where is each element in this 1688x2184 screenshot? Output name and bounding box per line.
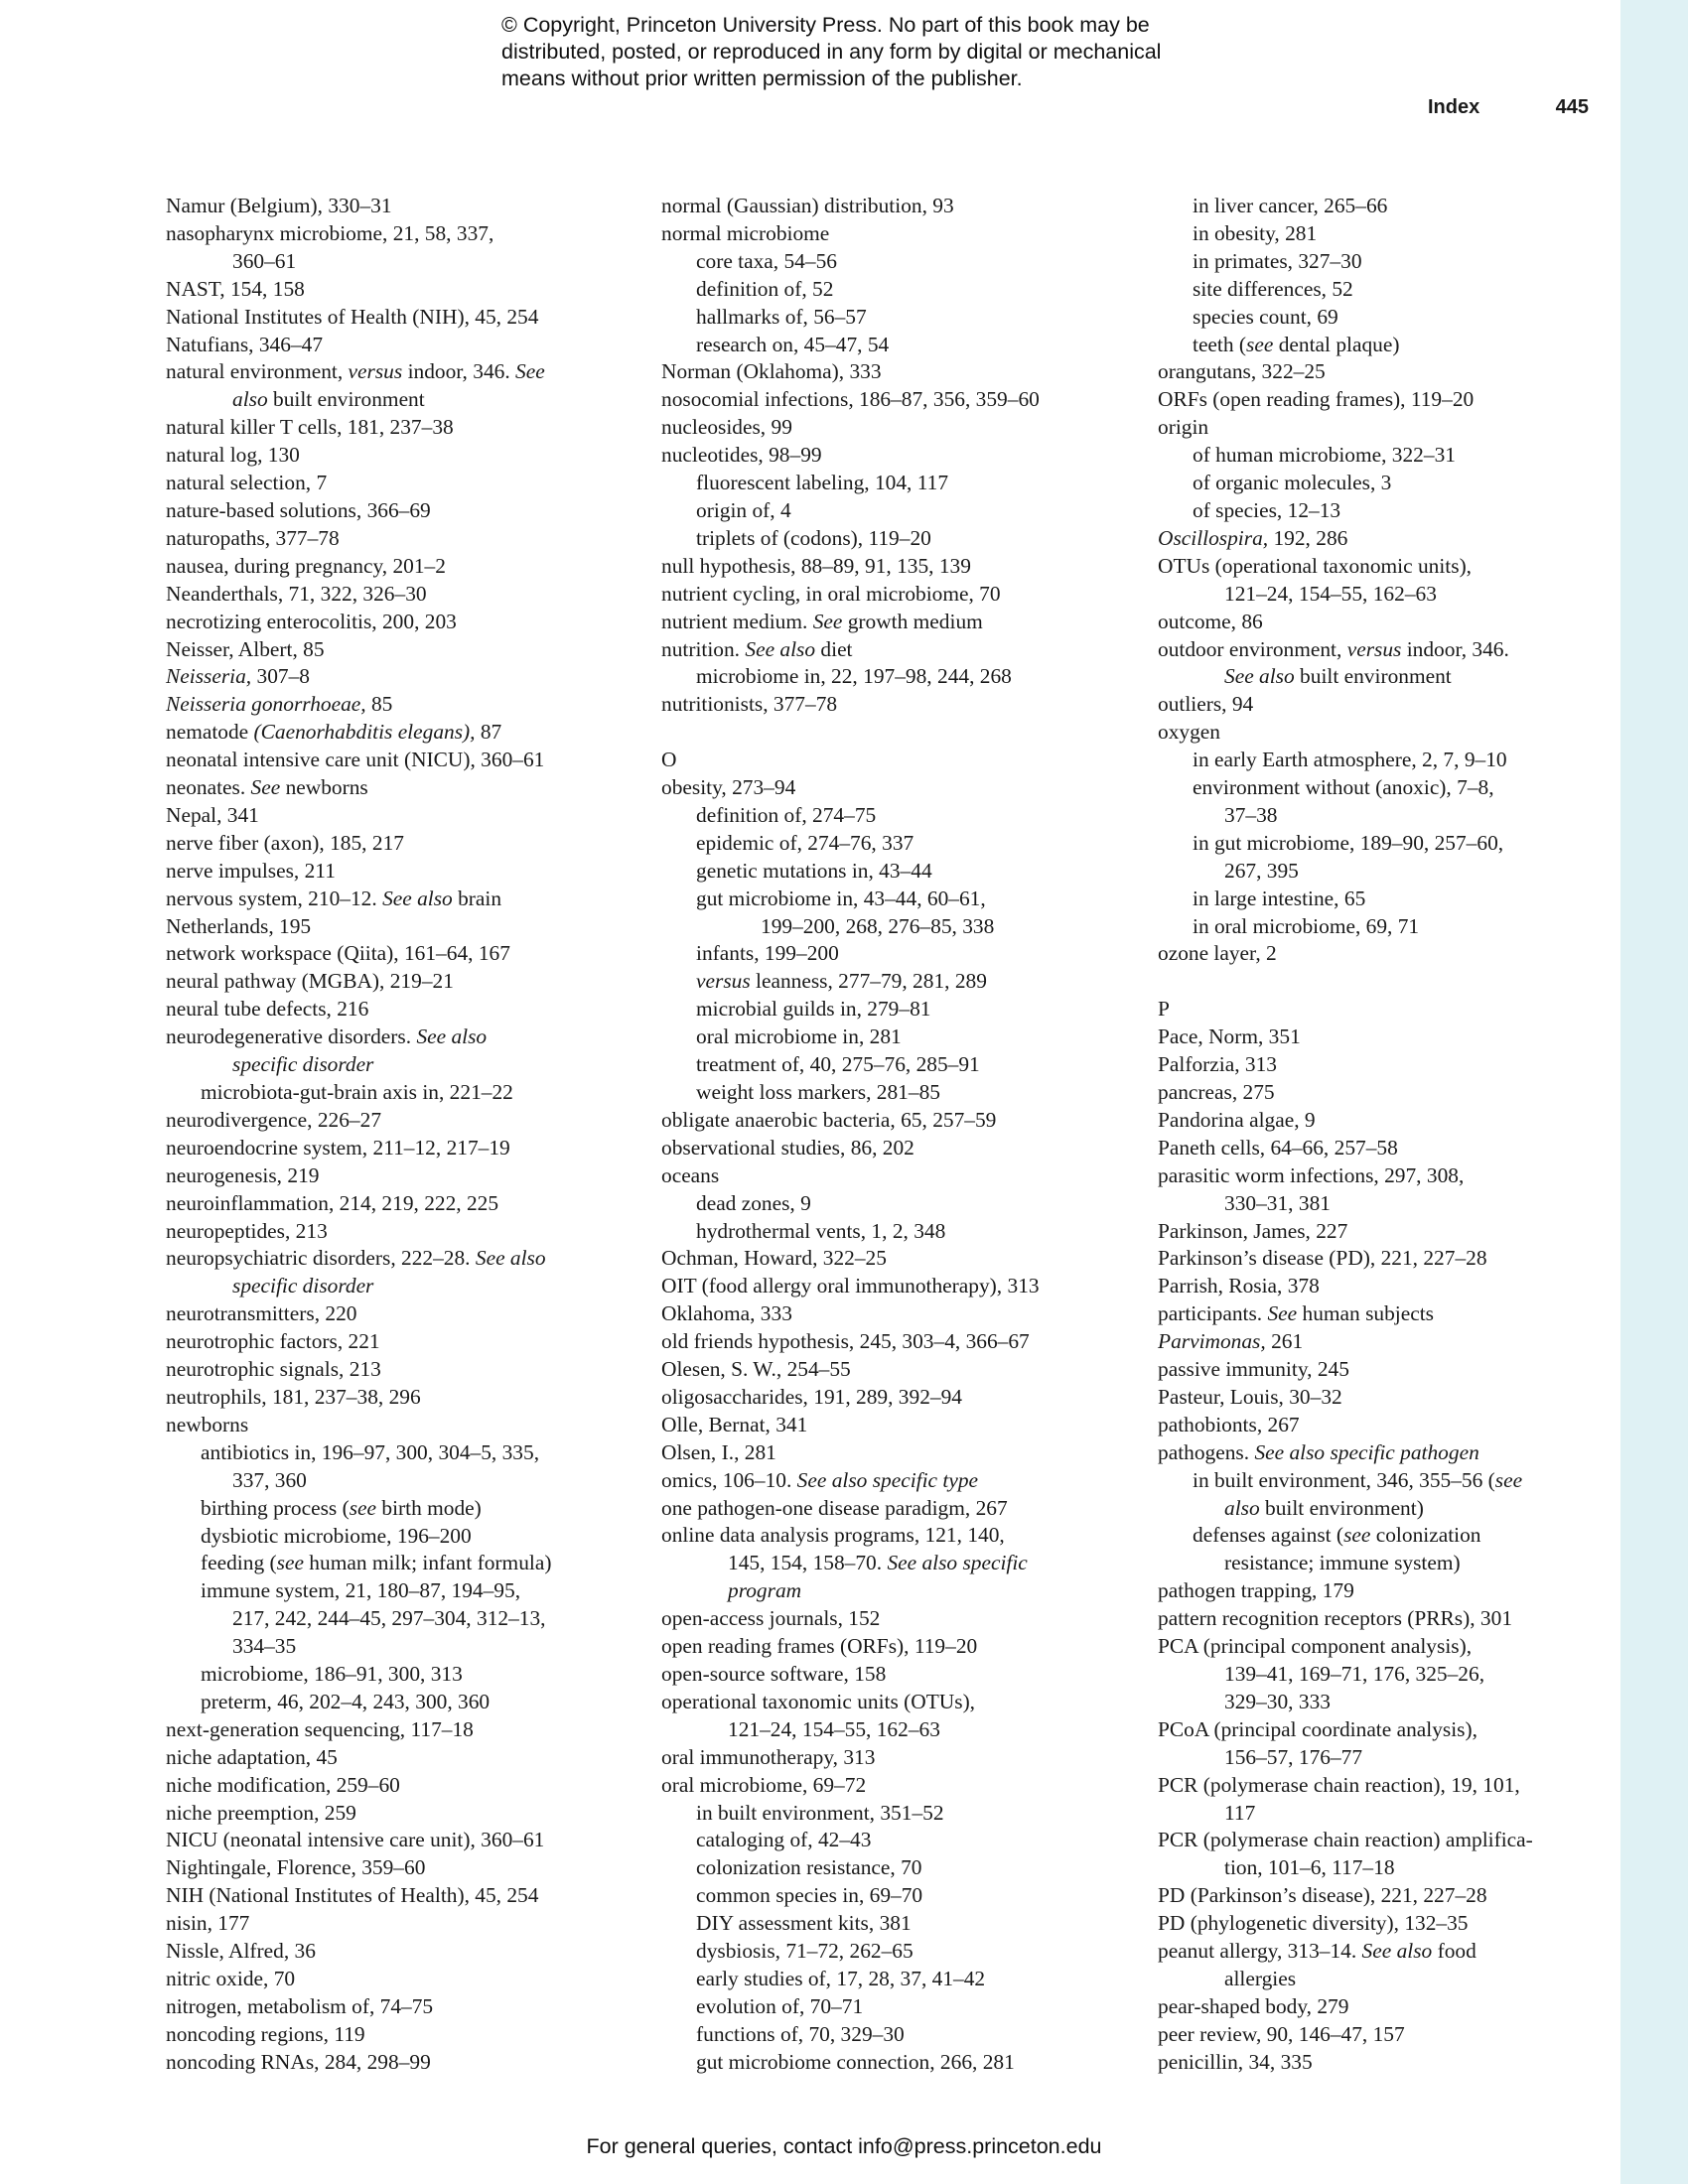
index-subentry: in large intestine, 65 xyxy=(1193,886,1366,910)
index-entry: P xyxy=(1158,997,1170,1022)
index-entry: PD (Parkinson’s disease), 221, 227–28 xyxy=(1158,1883,1487,1908)
index-entry: Parkinson’s disease (PD), 221, 227–28 xyxy=(1158,1246,1487,1271)
index-subentry: environment without (anoxic), 7–8, xyxy=(1193,775,1494,800)
index-entry: omics, 106–10. See also specific type xyxy=(661,1467,979,1492)
index-entry: oral microbiome, 69–72 xyxy=(661,1772,867,1797)
index-entry: neonatal intensive care unit (NICU), 360–61 xyxy=(166,748,545,772)
index-spacer xyxy=(661,719,1158,747)
index-subentry: in early Earth atmosphere, 2, 7, 9–10 xyxy=(1193,748,1507,772)
index-entry: ORFs (open reading frames), 119–20 xyxy=(1158,387,1475,412)
index-entry: Olesen, S. W., 254–55 xyxy=(661,1357,851,1382)
index-entry: pathobionts, 267 xyxy=(1158,1412,1300,1436)
index-entry: observational studies, 86, 202 xyxy=(661,1135,914,1160)
index-entry: Netherlands, 195 xyxy=(166,913,312,938)
copyright-notice xyxy=(501,12,1256,92)
index-subentry: 267, 395 xyxy=(1224,858,1299,883)
index-entry: National Institutes of Health (NIH), 45, 254 xyxy=(166,304,539,329)
index-entry: necrotizing enterocolitis, 200, 203 xyxy=(166,609,457,633)
index-subentry: in oral microbiome, 69, 71 xyxy=(1193,913,1420,938)
index-entry: Pasteur, Louis, 30–32 xyxy=(1158,1384,1342,1409)
index-entry: participants. See human subjects xyxy=(1158,1301,1434,1326)
index-subentry: gut microbiome in, 43–44, 60–61, xyxy=(696,886,986,910)
index-subentry: 37–38 xyxy=(1224,802,1278,827)
index-entry: nosocomial infections, 186–87, 356, 359–60 xyxy=(661,387,1040,412)
index-subentry: in obesity, 281 xyxy=(1193,220,1318,245)
index-entry: PCR (polymerase chain reaction), 19, 101, xyxy=(1158,1772,1520,1797)
index-entry: nucleotides, 98–99 xyxy=(661,443,822,468)
index-entry: Nepal, 341 xyxy=(166,802,259,827)
index-entry: PCR (polymerase chain reaction) amplifica- xyxy=(1158,1828,1533,1852)
index-entry: open reading frames (ORFs), 119–20 xyxy=(661,1634,978,1659)
index-entry: neuropeptides, 213 xyxy=(166,1218,328,1243)
index-entry: nucleosides, 99 xyxy=(661,415,792,440)
index-entry: NIH (National Institutes of Health), 45, 254 xyxy=(166,1883,539,1908)
index-entry: nerve fiber (axon), 185, 217 xyxy=(166,830,404,855)
index-entry: neurotrophic factors, 221 xyxy=(166,1329,380,1354)
index-subentry: 121–24, 154–55, 162–63 xyxy=(728,1716,940,1741)
index-entry: Ochman, Howard, 322–25 xyxy=(661,1246,887,1271)
index-entry: penicillin, 34, 335 xyxy=(1158,2049,1313,2074)
index-subentry: epidemic of, 274–76, 337 xyxy=(696,830,914,855)
index-column-3 xyxy=(1158,193,1634,2077)
index-entry: Oklahoma, 333 xyxy=(661,1301,792,1326)
index-subentry: of species, 12–13 xyxy=(1193,497,1341,522)
index-subentry: cataloging of, 42–43 xyxy=(696,1828,872,1852)
index-entry: PCoA (principal coordinate analysis), xyxy=(1158,1716,1477,1741)
index-subentry: also built environment xyxy=(232,387,425,412)
index-subentry: birthing process (see birth mode) xyxy=(201,1495,482,1520)
index-entry: noncoding regions, 119 xyxy=(166,2021,365,2046)
index-entry: OTUs (operational taxonomic units), xyxy=(1158,553,1473,578)
index-column-1 xyxy=(166,193,623,2077)
index-entry: nature-based solutions, 366–69 xyxy=(166,497,431,522)
index-entry: one pathogen-one disease paradigm, 267 xyxy=(661,1495,1008,1520)
index-subentry: in built environment, 351–52 xyxy=(696,1800,944,1825)
index-entry: pancreas, 275 xyxy=(1158,1079,1275,1104)
index-entry: neuropsychiatric disorders, 222–28. See also xyxy=(166,1246,546,1271)
index-subentry: versus leanness, 277–79, 281, 289 xyxy=(696,969,987,994)
index-subentry: genetic mutations in, 43–44 xyxy=(696,858,932,883)
index-subentry: 337, 360 xyxy=(232,1467,307,1492)
index-entry: Nissle, Alfred, 36 xyxy=(166,1939,316,1964)
index-subentry: defenses against (see colonization xyxy=(1193,1523,1481,1548)
index-entry: oxygen xyxy=(1158,720,1220,745)
index-subentry: microbial guilds in, 279–81 xyxy=(696,997,931,1022)
index-entry: neurotrophic signals, 213 xyxy=(166,1357,381,1382)
copyright-line: distributed, posted, or reproduced in any form by digital or mechanical xyxy=(501,40,1162,64)
index-entry: niche adaptation, 45 xyxy=(166,1744,338,1769)
index-subentry: in built environment, 346, 355–56 (see xyxy=(1193,1467,1523,1492)
index-entry: normal microbiome xyxy=(661,220,830,245)
page-number: 445 xyxy=(1555,96,1589,118)
index-subentry: specific disorder xyxy=(232,1274,374,1298)
index-subentry: origin of, 4 xyxy=(696,497,791,522)
index-entry: NAST, 154, 158 xyxy=(166,276,305,301)
index-entry: peanut allergy, 313–14. See also food xyxy=(1158,1939,1477,1964)
index-entry: Olle, Bernat, 341 xyxy=(661,1412,808,1436)
index-entry: Olsen, I., 281 xyxy=(661,1439,776,1464)
index-subentry: dead zones, 9 xyxy=(696,1190,811,1215)
index-entry: nitrogen, metabolism of, 74–75 xyxy=(166,1993,434,2018)
index-entry: orangutans, 322–25 xyxy=(1158,359,1326,384)
index-subentry: in primates, 327–30 xyxy=(1193,248,1362,273)
index-entry: Namur (Belgium), 330–31 xyxy=(166,194,392,217)
index-subentry: resistance; immune system) xyxy=(1224,1551,1461,1575)
index-entry: obligate anaerobic bacteria, 65, 257–59 xyxy=(661,1107,997,1132)
index-entry: nutritionists, 377–78 xyxy=(661,692,838,717)
index-entry: null hypothesis, 88–89, 91, 135, 139 xyxy=(661,553,971,578)
index-subentry: preterm, 46, 202–4, 243, 300, 360 xyxy=(201,1689,491,1713)
index-entry: operational taxonomic units (OTUs), xyxy=(661,1689,976,1713)
index-subentry: program xyxy=(728,1578,802,1603)
index-subentry: microbiome in, 22, 197–98, 244, 268 xyxy=(696,664,1012,689)
index-entry: OIT (food allergy oral immunotherapy), 313 xyxy=(661,1274,1040,1298)
index-subentry: 217, 242, 244–45, 297–304, 312–13, xyxy=(232,1606,546,1631)
index-entry: outliers, 94 xyxy=(1158,692,1254,717)
index-entry: niche preemption, 259 xyxy=(166,1800,356,1825)
index-entry: neural tube defects, 216 xyxy=(166,997,369,1022)
index-entry: normal (Gaussian) distribution, 93 xyxy=(661,194,954,217)
index-entry: open-source software, 158 xyxy=(661,1662,887,1687)
index-entry: Neisseria gonorrhoeae, 85 xyxy=(166,692,393,717)
index-entry: outcome, 86 xyxy=(1158,609,1263,633)
index-entry: neuroinflammation, 214, 219, 222, 225 xyxy=(166,1190,499,1215)
index-subentry: research on, 45–47, 54 xyxy=(696,332,890,356)
index-subentry: 156–57, 176–77 xyxy=(1224,1744,1363,1769)
index-entry: natural selection, 7 xyxy=(166,471,328,495)
index-entry: pathogens. See also specific pathogen xyxy=(1158,1439,1479,1464)
index-entry: Neisseria, 307–8 xyxy=(166,664,310,689)
index-entry: nematode (Caenorhabditis elegans), 87 xyxy=(166,720,502,745)
index-entry: Pace, Norm, 351 xyxy=(1158,1024,1301,1049)
index-entry: next-generation sequencing, 117–18 xyxy=(166,1716,474,1741)
index-subentry: of human microbiome, 322–31 xyxy=(1193,443,1456,468)
index-entry: Nightingale, Florence, 359–60 xyxy=(166,1855,426,1880)
index-subentry: triplets of (codons), 119–20 xyxy=(696,525,931,550)
index-subentry: tion, 101–6, 117–18 xyxy=(1224,1855,1395,1880)
index-entry: oral immunotherapy, 313 xyxy=(661,1744,876,1769)
index-entry: neurodegenerative disorders. See also xyxy=(166,1024,488,1049)
index-subentry: DIY assessment kits, 381 xyxy=(696,1911,912,1936)
index-entry: Pandorina algae, 9 xyxy=(1158,1107,1316,1132)
index-entry: nisin, 177 xyxy=(166,1911,250,1936)
index-entry: natural killer T cells, 181, 237–38 xyxy=(166,415,454,440)
index-subentry: infants, 199–200 xyxy=(696,941,839,966)
index-entry: network workspace (Qiita), 161–64, 167 xyxy=(166,941,510,966)
copyright-line: © Copyright, Princeton University Press. No part of this book may be xyxy=(501,13,1150,37)
index-entry: NICU (neonatal intensive care unit), 360–61 xyxy=(166,1828,545,1852)
index-entry: nervous system, 210–12. See also brain xyxy=(166,886,502,910)
index-subentry: 199–200, 268, 276–85, 338 xyxy=(761,913,995,938)
index-entry: Paneth cells, 64–66, 257–58 xyxy=(1158,1135,1398,1160)
index-entry: PD (phylogenetic diversity), 132–35 xyxy=(1158,1911,1469,1936)
index-column-2 xyxy=(661,193,1158,2077)
index-entry: oceans xyxy=(661,1162,720,1187)
index-entry: naturopaths, 377–78 xyxy=(166,525,340,550)
index-entry: pathogen trapping, 179 xyxy=(1158,1578,1354,1603)
index-subentry: hallmarks of, 56–57 xyxy=(696,304,867,329)
index-subentry: evolution of, 70–71 xyxy=(696,1993,864,2018)
index-entry: peer review, 90, 146–47, 157 xyxy=(1158,2021,1405,2046)
index-entry: Parvimonas, 261 xyxy=(1158,1329,1304,1354)
index-entry: online data analysis programs, 121, 140, xyxy=(661,1523,1005,1548)
index-entry: neurodivergence, 226–27 xyxy=(166,1107,382,1132)
index-entry: neuroendocrine system, 211–12, 217–19 xyxy=(166,1135,510,1160)
index-entry: parasitic worm infections, 297, 308, xyxy=(1158,1162,1465,1187)
index-subentry: functions of, 70, 329–30 xyxy=(696,2021,905,2046)
index-entry: pear-shaped body, 279 xyxy=(1158,1993,1349,2018)
index-entry: Neisser, Albert, 85 xyxy=(166,636,325,661)
index-entry: oligosaccharides, 191, 289, 392–94 xyxy=(661,1384,962,1409)
index-subentry: 139–41, 169–71, 176, 325–26, xyxy=(1224,1662,1485,1687)
index-entry: Natufians, 346–47 xyxy=(166,332,324,356)
index-subentry: definition of, 274–75 xyxy=(696,802,877,827)
index-subentry: immune system, 21, 180–87, 194–95, xyxy=(201,1578,521,1603)
index-subentry: microbiota-gut-brain axis in, 221–22 xyxy=(201,1080,513,1104)
running-head-title: Index xyxy=(1428,96,1480,118)
index-entry: passive immunity, 245 xyxy=(1158,1357,1349,1382)
footer-contact: For general queries, contact info@press.princeton.edu xyxy=(586,2134,1102,2158)
index-subentry: 330–31, 381 xyxy=(1224,1190,1331,1215)
index-subentry: 121–24, 154–55, 162–63 xyxy=(1224,581,1437,606)
index-subentry: early studies of, 17, 28, 37, 41–42 xyxy=(696,1966,986,1990)
index-subentry: fluorescent labeling, 104, 117 xyxy=(696,471,949,495)
index-entry: Norman (Oklahoma), 333 xyxy=(661,359,882,384)
index-entry: Parrish, Rosia, 378 xyxy=(1158,1274,1320,1298)
index-subentry: in gut microbiome, 189–90, 257–60, xyxy=(1193,830,1504,855)
index-subentry: also built environment) xyxy=(1224,1495,1424,1520)
index-entry: old friends hypothesis, 245, 303–4, 366–67 xyxy=(661,1329,1030,1354)
index-entry: open-access journals, 152 xyxy=(661,1606,881,1631)
index-subentry: allergies xyxy=(1224,1966,1297,1990)
index-subentry: See also built environment xyxy=(1224,664,1452,689)
index-subentry: 329–30, 333 xyxy=(1224,1689,1331,1713)
index-entry: nerve impulses, 211 xyxy=(166,858,336,883)
running-head xyxy=(1390,96,1589,126)
index-subentry: 360–61 xyxy=(232,248,297,273)
index-subentry: specific disorder xyxy=(232,1052,374,1077)
index-subentry: microbiome, 186–91, 300, 313 xyxy=(201,1662,463,1687)
index-subentry: antibiotics in, 196–97, 300, 304–5, 335, xyxy=(201,1439,540,1464)
index-subentry: treatment of, 40, 275–76, 285–91 xyxy=(696,1052,980,1077)
index-entry: neutrophils, 181, 237–38, 296 xyxy=(166,1384,421,1409)
index-entry: natural environment, versus indoor, 346. See xyxy=(166,359,545,384)
index-entry: Oscillospira, 192, 286 xyxy=(1158,525,1348,550)
index-subentry: oral microbiome in, 281 xyxy=(696,1024,902,1049)
index-entry: pattern recognition receptors (PRRs), 301 xyxy=(1158,1606,1513,1631)
index-entry: noncoding RNAs, 284, 298–99 xyxy=(166,2049,431,2074)
index-entry: neural pathway (MGBA), 219–21 xyxy=(166,969,454,994)
index-subentry: gut microbiome connection, 266, 281 xyxy=(696,2049,1015,2074)
index-spacer xyxy=(1158,968,1634,996)
index-entry: nasopharynx microbiome, 21, 58, 337, xyxy=(166,220,494,245)
index-subentry: 145, 154, 158–70. See also specific xyxy=(728,1551,1028,1575)
copyright-line: means without prior written permission of the publisher. xyxy=(501,67,1023,90)
index-entry: O xyxy=(661,748,677,772)
index-subentry: dysbiosis, 71–72, 262–65 xyxy=(696,1939,914,1964)
index-entry: outdoor environment, versus indoor, 346. xyxy=(1158,636,1509,661)
index-subentry: weight loss markers, 281–85 xyxy=(696,1079,940,1104)
index-subentry: species count, 69 xyxy=(1193,304,1338,329)
index-subentry: in liver cancer, 265–66 xyxy=(1193,194,1388,217)
index-entry: obesity, 273–94 xyxy=(661,775,796,800)
index-entry: neonates. See newborns xyxy=(166,775,368,800)
index-subentry: common species in, 69–70 xyxy=(696,1883,923,1908)
index-subentry: core taxa, 54–56 xyxy=(696,248,837,273)
index-entry: PCA (principal component analysis), xyxy=(1158,1634,1473,1659)
index-subentry: definition of, 52 xyxy=(696,276,834,301)
index-entry: Neanderthals, 71, 322, 326–30 xyxy=(166,581,427,606)
index-entry: newborns xyxy=(166,1412,249,1436)
index-subentry: 334–35 xyxy=(232,1634,297,1659)
index-subentry: site differences, 52 xyxy=(1193,276,1353,301)
index-entry: neurotransmitters, 220 xyxy=(166,1301,357,1326)
index-entry: Parkinson, James, 227 xyxy=(1158,1218,1348,1243)
index-entry: nausea, during pregnancy, 201–2 xyxy=(166,553,446,578)
index-entry: natural log, 130 xyxy=(166,443,300,468)
index-entry: nutrient medium. See growth medium xyxy=(661,609,983,633)
index-subentry: colonization resistance, 70 xyxy=(696,1855,922,1880)
index-entry: Palforzia, 313 xyxy=(1158,1052,1277,1077)
index-entry: ozone layer, 2 xyxy=(1158,941,1277,966)
index-entry: neurogenesis, 219 xyxy=(166,1162,320,1187)
index-entry: nutrition. See also diet xyxy=(661,636,853,661)
index-subentry: of organic molecules, 3 xyxy=(1193,471,1392,495)
index-subentry: dysbiotic microbiome, 196–200 xyxy=(201,1523,472,1548)
index-subentry: 117 xyxy=(1224,1800,1256,1825)
index-subentry: teeth (see dental plaque) xyxy=(1193,332,1400,356)
index-subentry: hydrothermal vents, 1, 2, 348 xyxy=(696,1218,946,1243)
index-entry: origin xyxy=(1158,415,1209,440)
index-entry: niche modification, 259–60 xyxy=(166,1772,400,1797)
index-subentry: feeding (see human milk; infant formula) xyxy=(201,1551,552,1575)
index-entry: nitric oxide, 70 xyxy=(166,1967,296,1990)
index-entry: nutrient cycling, in oral microbiome, 70 xyxy=(661,581,1001,606)
